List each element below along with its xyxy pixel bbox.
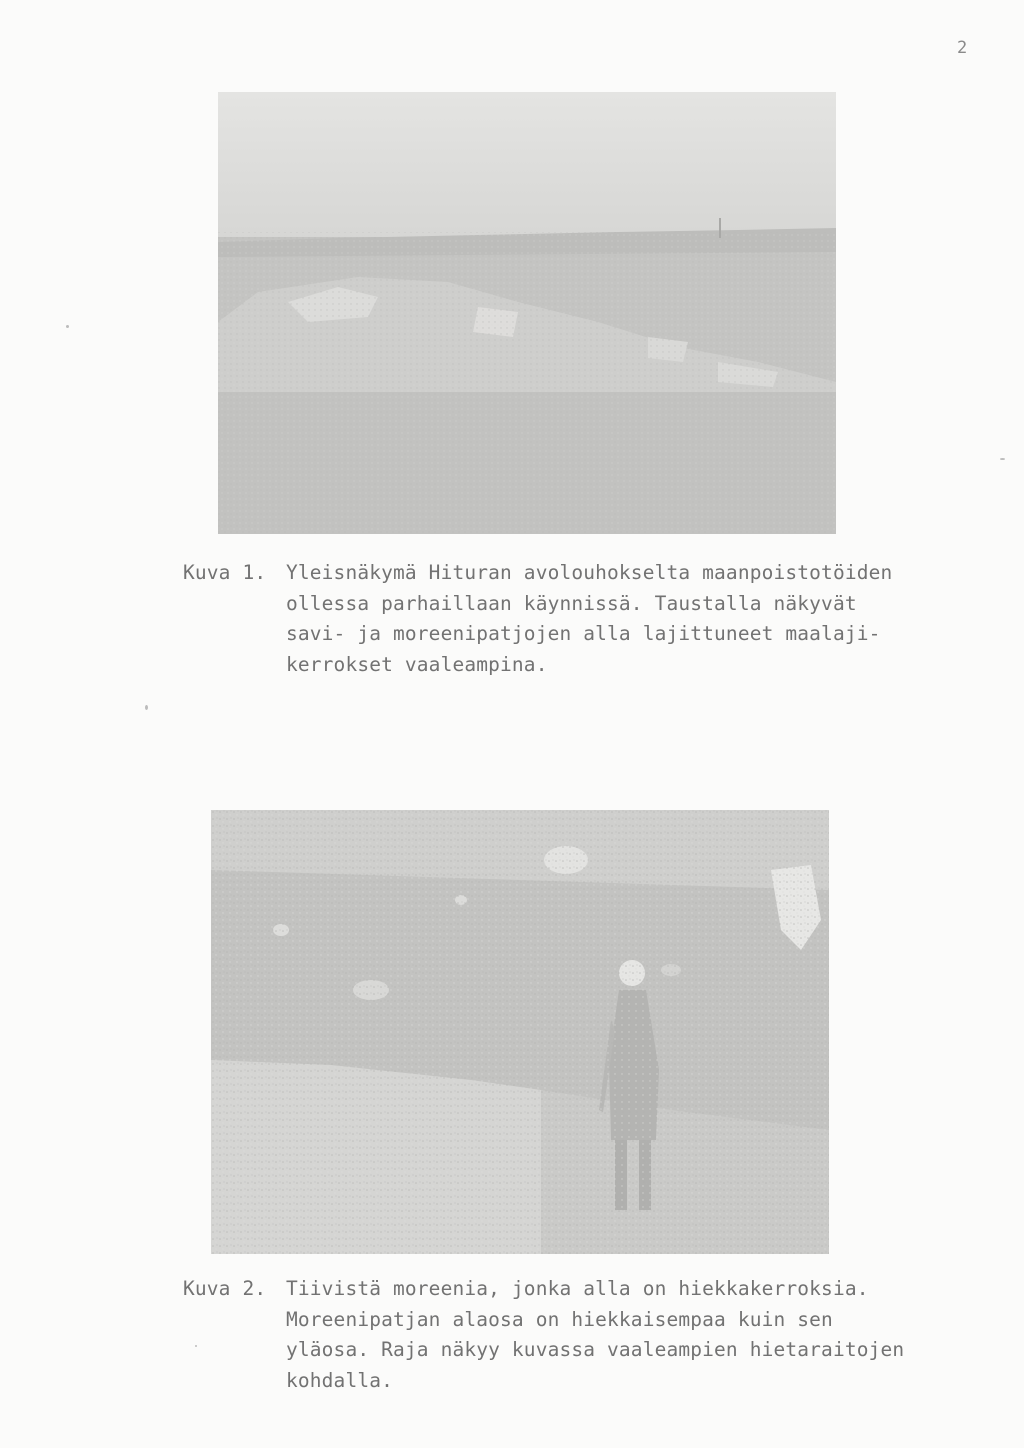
open-pit-mine-overview-photo (218, 92, 836, 534)
figure-2-caption-line-3: yläosa. Raja näkyy kuvassa vaaleampien hietaraitojen (286, 1338, 905, 1361)
figure-2-caption-line-4: kohdalla. (286, 1368, 394, 1392)
figure-1-label: Kuva 1. (183, 561, 267, 584)
open-pit-mine-overview-image (218, 92, 836, 534)
moraine-section-with-person-photo (211, 810, 829, 1254)
scan-speck (1000, 458, 1005, 460)
figure-1-caption-line-2: ollessa parhaillaan käynnissä. Taustalla näkyvät (286, 591, 857, 615)
figure-1-caption-line-4: kerrokset vaaleampina. (286, 652, 548, 676)
page-number: 2 (957, 38, 968, 58)
figure-2-caption-line-1: Tiivistä moreenia, jonka alla on hiekkakerroksia. (286, 1277, 869, 1300)
scan-speck (145, 705, 148, 710)
figure-1-caption (183, 558, 892, 680)
figure-2-caption-line-2: Moreenipatjan alaosa on hiekkaisempaa kuin sen (286, 1307, 833, 1331)
figure-1-caption-line-3: savi- ja moreenipatjojen alla lajittuneet maalaji- (286, 622, 881, 645)
scan-speck (195, 1345, 197, 1347)
moraine-section-image (211, 810, 829, 1254)
scan-speck (66, 325, 69, 328)
figure-2-label: Kuva 2. (183, 1277, 267, 1300)
figure-2-caption (183, 1274, 904, 1396)
figure-1-caption-line-1: Yleisnäkymä Hituran avolouhokselta maanpoistotöiden (286, 561, 893, 584)
